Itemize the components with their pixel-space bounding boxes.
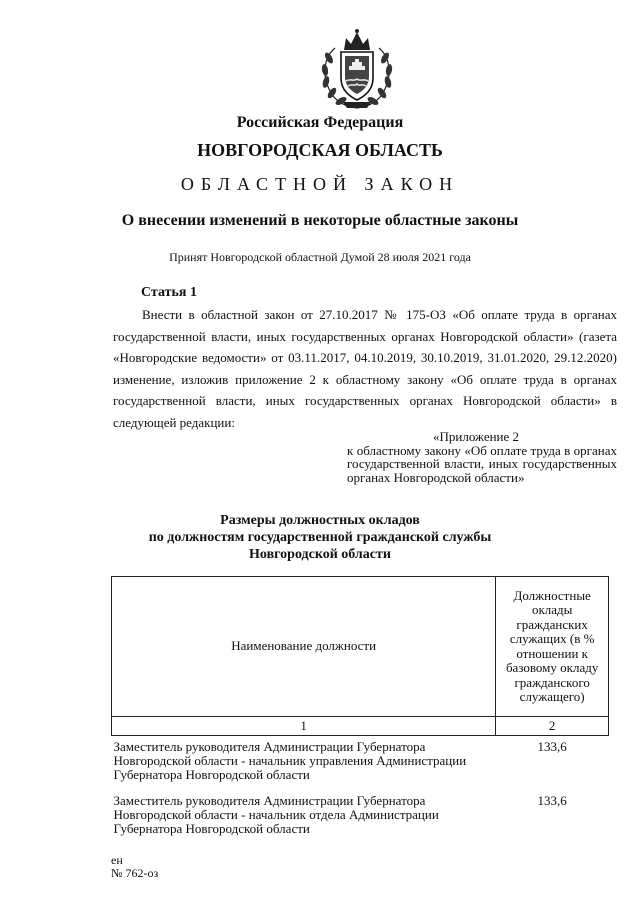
salary-percent: 133,6 xyxy=(537,739,567,754)
document-footer xyxy=(111,854,158,880)
region-heading: НОВГОРОДСКАЯ ОБЛАСТЬ xyxy=(197,140,443,160)
law-title: О внесении изменений в некоторые областные законы xyxy=(121,212,519,229)
coat-of-arms-emblem xyxy=(313,26,401,110)
column-number: 1 xyxy=(112,717,496,736)
annex-title-line-3: Новгородской области xyxy=(249,547,391,562)
federation-heading: Российская Федерация xyxy=(236,114,404,131)
position-name: Заместитель руководителя Администрации Губернатора Новгородской области - начальник управления Администрации Губернатора Новгородской области xyxy=(113,739,467,782)
executor-initials: ен xyxy=(111,853,123,867)
position-name: Заместитель руководителя Администрации Губернатора Новгородской области - начальник отдела Администрации Губернатора Новгородской области xyxy=(113,793,439,836)
article-heading: Статья 1 xyxy=(141,285,197,300)
salary-table xyxy=(111,576,609,844)
law-type-heading: ОБЛАСТНОЙ ЗАКОН xyxy=(180,174,460,194)
annex-title xyxy=(0,512,640,563)
annex-title-line-1: Размеры должностных окладов xyxy=(220,513,420,528)
column-header-salary: Должностные оклады гражданских служащих (в % отношении к базовому окладу гражданского служащего) xyxy=(496,577,609,717)
document-number: № 762-оз xyxy=(111,866,159,880)
appendix-number: «Приложение 2 xyxy=(433,429,520,444)
salary-percent: 133,6 xyxy=(537,793,567,808)
column-number-row xyxy=(112,717,609,736)
table-row xyxy=(112,736,609,791)
appendix-reference xyxy=(347,430,617,484)
annex-title-line-2: по должностям государственной гражданской службы xyxy=(148,530,492,545)
table-row xyxy=(112,790,609,844)
column-number: 2 xyxy=(496,717,609,736)
appendix-law-reference: к областному закону «Об оплате труда в органах государственной власти, иных государственных органах Новгородской области» xyxy=(347,442,617,485)
adoption-note: Принят Новгородской областной Думой 28 июля 2021 года xyxy=(169,250,471,264)
article-text: Внести в областной закон от 27.10.2017 № 175-ОЗ «Об оплате труда в органах государственной власти, иных государственных органах Новгородской области» (газета «Новгородские ведомости» от 03.11.2017, 04.10.2019, 30.10.2019, 31.01.2020, 29.12.2020) изменение, изложив приложение 2 к областному закону «Об оплате труда в органах государственной власти, иных государственных органах Новгородской области» в следующей редакции: xyxy=(113,307,617,430)
column-header-position: Наименование должности xyxy=(112,577,496,717)
